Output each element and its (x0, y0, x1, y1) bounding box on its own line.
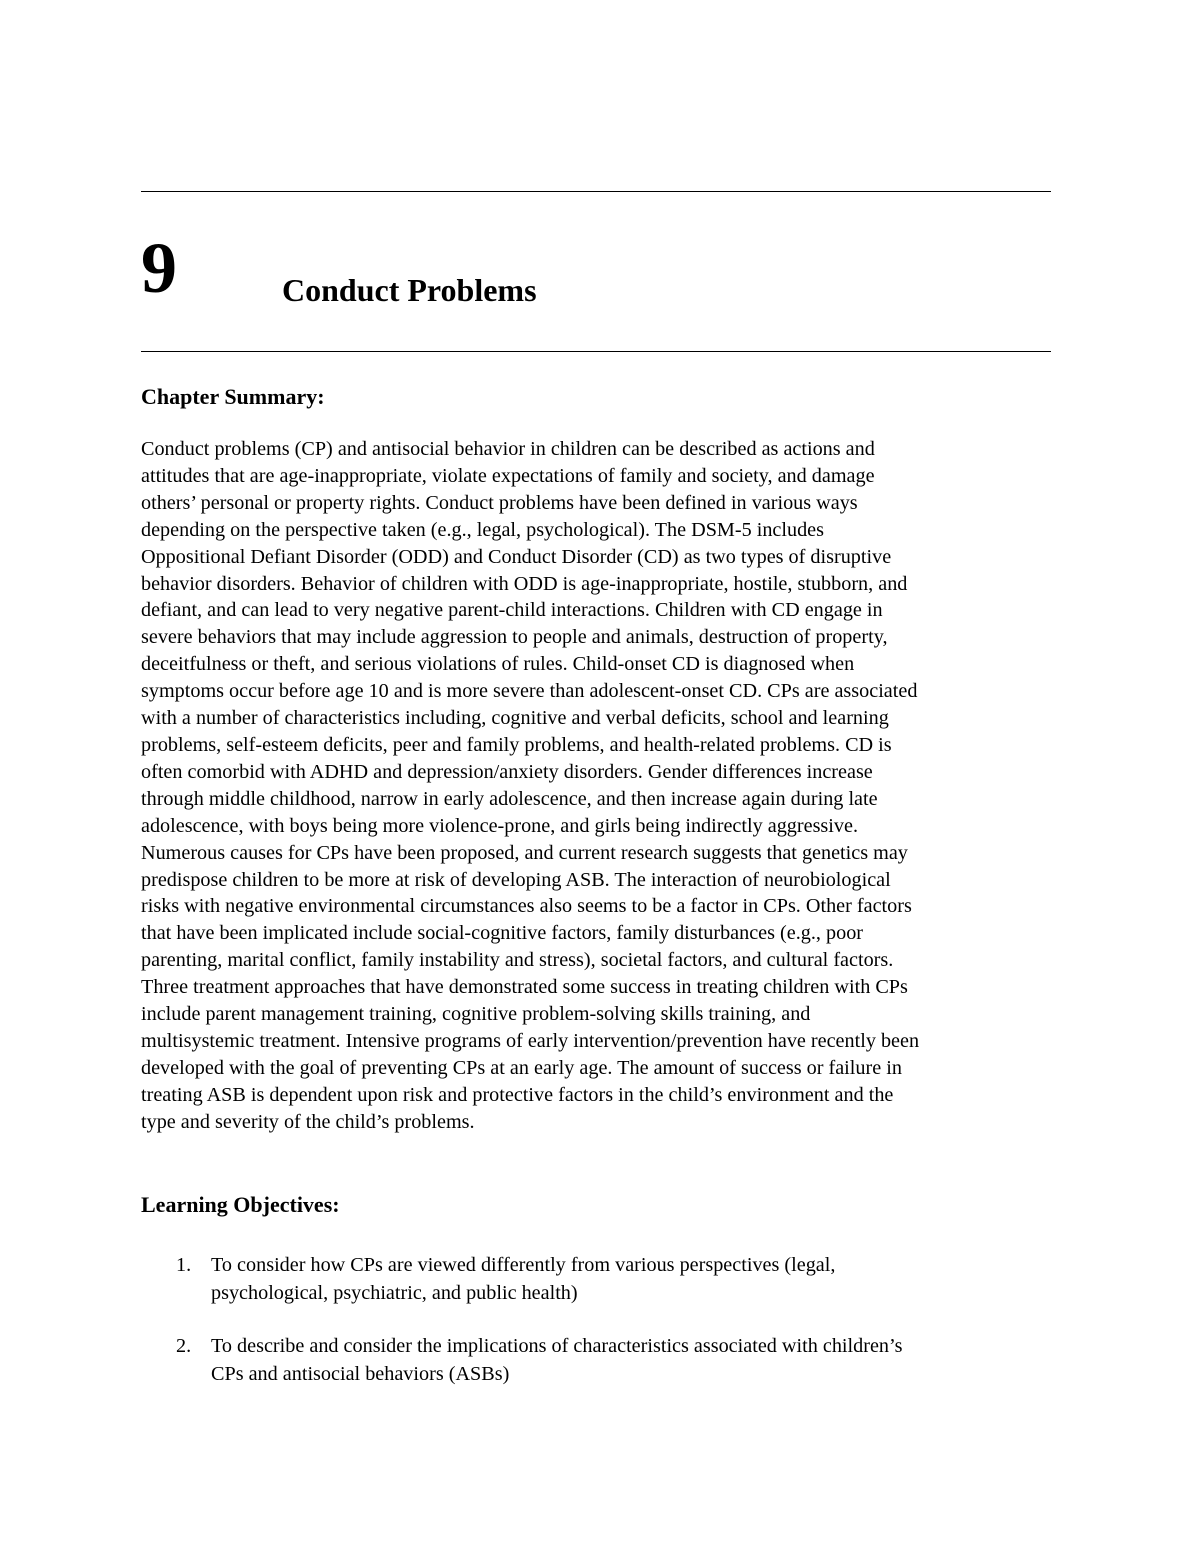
summary-line: that have been implicated include social-cognitive factors, family disturbances (e.g., poor (141, 922, 864, 945)
objective-text-line: CPs and antisocial behaviors (ASBs) (211, 1362, 510, 1385)
summary-line: treating ASB is dependent upon risk and protective factors in the child’s environment and the (141, 1083, 894, 1106)
objective-text-line: To consider how CPs are viewed differently from various perspectives (legal, (211, 1254, 836, 1276)
summary-line: Oppositional Defiant Disorder (ODD) and Conduct Disorder (CD) as two types of disruptive (141, 545, 892, 568)
summary-line: multisystemic treatment. Intensive programs of early intervention/prevention have recently been (141, 1029, 920, 1052)
summary-line: problems, self-esteem deficits, peer and family problems, and health-related problems. CD is (141, 733, 892, 756)
learning-objectives-list (141, 1252, 1056, 1414)
summary-line: type and severity of the child’s problems. (141, 1110, 475, 1133)
summary-line: severe behaviors that may include aggression to people and animals, destruction of property, (141, 626, 888, 649)
summary-line: symptoms occur before age 10 and is more severe than adolescent-onset CD. CPs are associated (141, 680, 918, 703)
summary-line: with a number of characteristics including, cognitive and verbal deficits, school and learning (141, 707, 889, 730)
summary-line: behavior disorders. Behavior of children with ODD is age-inappropriate, hostile, stubborn, and (141, 572, 908, 595)
summary-line: include parent management training, cognitive problem-solving skills training, and (141, 1003, 811, 1026)
summary-line: risks with negative environmental circumstances also seems to be a factor in CPs. Other factors (141, 895, 912, 918)
summary-line: defiant, and can lead to very negative parent-child interactions. Children with CD engage in (141, 599, 883, 622)
objective-item (141, 1252, 1056, 1307)
summary-line: Numerous causes for CPs have been proposed, and current research suggests that genetics may (141, 841, 908, 864)
objective-text-line: To describe and consider the implications of characteristics associated with children’s (211, 1335, 903, 1357)
chapter-number: 9 (141, 228, 177, 308)
objective-number: 2. (176, 1335, 192, 1357)
summary-line: attitudes that are age-inappropriate, violate expectations of family and society, and damage (141, 464, 875, 487)
objective-number: 1. (176, 1254, 192, 1276)
summary-line: parenting, marital conflict, family instability and stress), societal factors, and cultural factors. (141, 949, 894, 972)
summary-line: adolescence, with boys being more violence-prone, and girls being indirectly aggressive. (141, 814, 858, 837)
chapter-summary-heading: Chapter Summary: (141, 384, 325, 409)
summary-line: depending on the perspective taken (e.g., legal, psychological). The DSM-5 includes (141, 518, 825, 541)
summary-line: often comorbid with ADHD and depression/anxiety disorders. Gender differences increase (141, 760, 873, 783)
summary-line: predispose children to be more at risk of developing ASB. The interaction of neurobiological (141, 868, 891, 891)
bottom-rule (141, 351, 1051, 352)
summary-line: Three treatment approaches that have demonstrated some success in treating children with CPs (141, 976, 908, 999)
learning-objectives-heading: Learning Objectives: (141, 1192, 340, 1217)
objective-item (141, 1333, 1056, 1388)
summary-line: through middle childhood, narrow in early adolescence, and then increase again during late (141, 787, 878, 810)
top-rule (141, 191, 1051, 192)
summary-line: developed with the goal of preventing CPs at an early age. The amount of success or failure in (141, 1056, 902, 1079)
objective-text-line: psychological, psychiatric, and public health) (211, 1281, 578, 1304)
chapter-summary-paragraph (141, 436, 1056, 1136)
summary-line: others’ personal or property rights. Conduct problems have been defined in various ways (141, 491, 858, 514)
chapter-title: Conduct Problems (282, 272, 537, 308)
summary-line: deceitfulness or theft, and serious violations of rules. Child-onset CD is diagnosed when (141, 653, 855, 676)
summary-line: Conduct problems (CP) and antisocial behavior in children can be described as actions and (141, 438, 875, 460)
